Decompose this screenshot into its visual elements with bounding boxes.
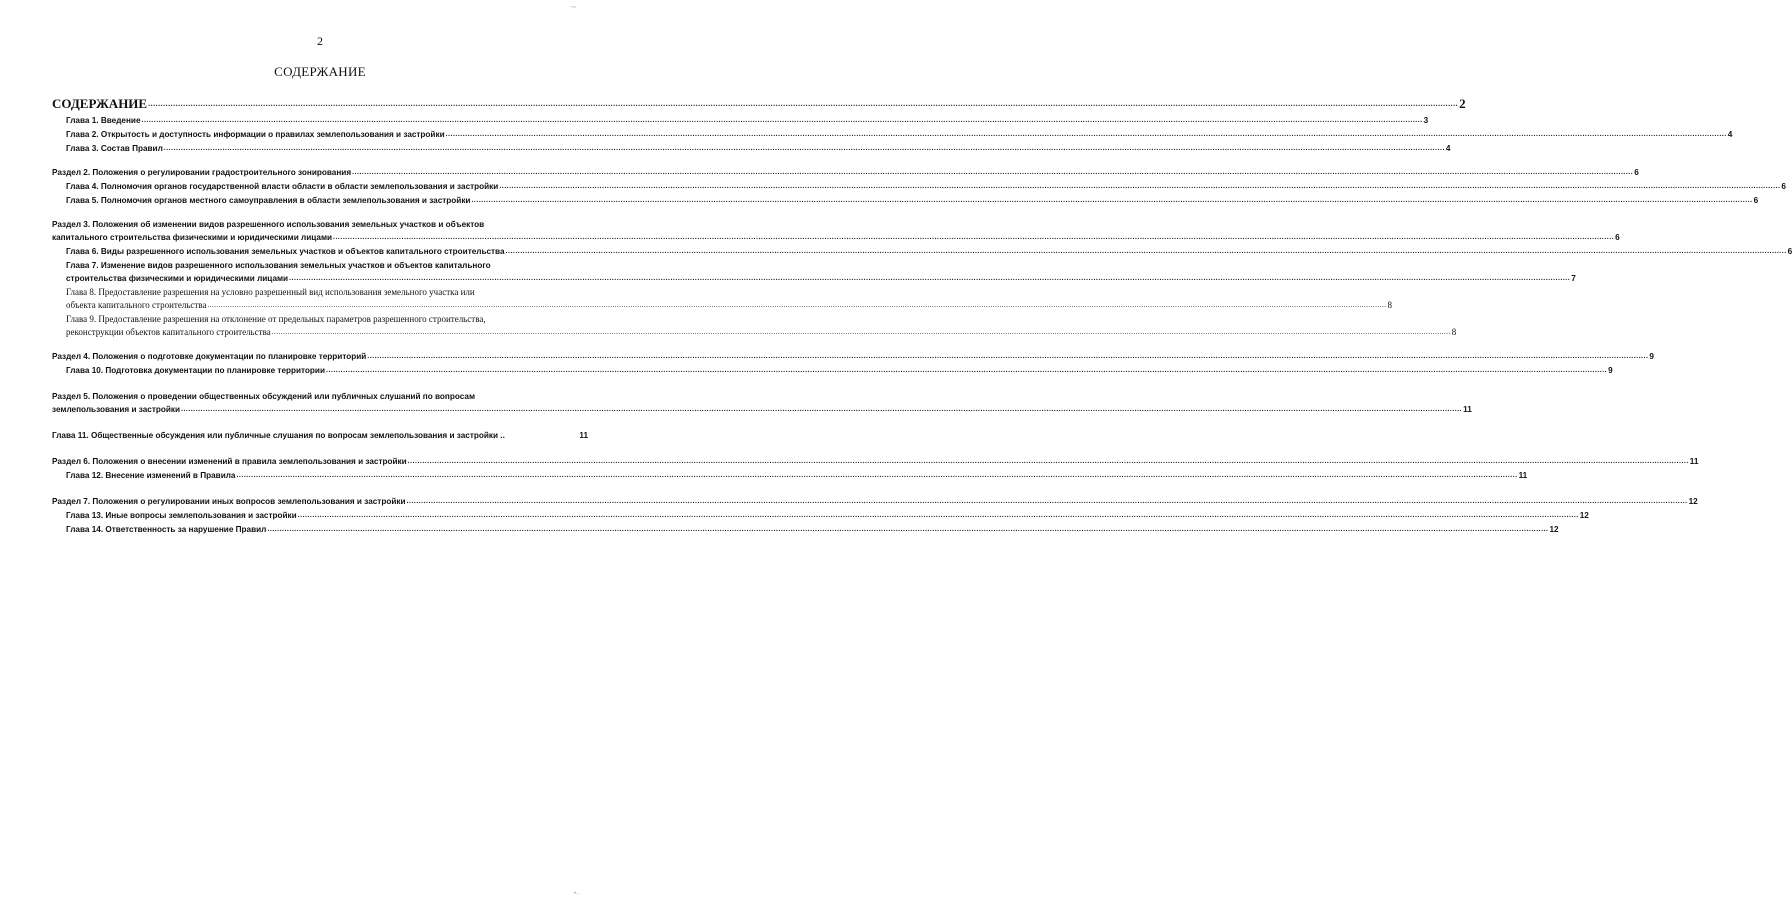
toc-entry-chapter-4[interactable]	[52, 180, 1786, 193]
toc-entry-title-line2: объекта капитального строительства	[66, 300, 207, 310]
dot-leader: ............................................................................................................................................................................................................................................................................................................................................................................................................................................................................................................................................	[181, 406, 1463, 413]
dot-leader: ............................................................................................................................................................................................................................................................................................................................................................................................................................................................................................................................................	[236, 472, 1518, 479]
toc-entry-title: Раздел 2. Положения о регулировании градостроительного зонирования	[52, 168, 352, 177]
toc-entry-title: Раздел 4. Положения о подготовке документации по планировке территорий	[52, 352, 367, 361]
toc-page-number: 7	[1571, 274, 1576, 283]
toc-entry-title: Глава 2. Открытость и доступность информации о правилах землепользования и застройки	[66, 130, 445, 139]
toc-entry-chapter-14[interactable]	[52, 523, 1559, 536]
dot-leader: ............................................................................................................................................................................................................................................................................................................................................................................................................................................................................................................................................	[333, 234, 1615, 241]
dot-leader: ............................................................................................................................................................................................................................................................................................................................................................................................................................................................................................................................................	[207, 301, 1387, 309]
toc-entry-title: Глава 6. Виды разрешенного использования земельных участков и объектов капитального строительства	[66, 247, 505, 256]
dot-leader: ............................................................................................................................................................................................................................................................................................................................................................................................................................................................................................................................................	[505, 248, 1787, 255]
toc-page-number: 3	[1423, 116, 1429, 125]
toc-entry-section-4[interactable]	[52, 350, 1654, 363]
toc-entry-chapter-11[interactable]	[52, 429, 588, 442]
dot-leader: ............................................................................................................................................................................................................................................................................................................................................................................................................................................................................................................................................	[289, 275, 1571, 282]
toc-entry-title: Глава 4. Полномочия органов государственной власти области в области землепользования и застройки	[66, 182, 499, 191]
toc-page-number: 9	[1649, 352, 1654, 361]
toc-page-number: 2	[1459, 96, 1466, 111]
toc-page-number: 8	[1387, 300, 1392, 310]
toc-entry-title-line2: капитального строительства физическими и юридическими лицами	[52, 233, 333, 242]
toc-entry-title-line1: Глава 9. Предоставление разрешения на отклонение от предельных параметров разрешенного строительства,	[66, 314, 486, 324]
dot-leader: ............................................................................................................................................................................................................................................................................................................................................................................................................................................................................................................................................	[352, 169, 1634, 176]
toc-entry-contents[interactable]	[52, 96, 1466, 112]
toc-entry-title-line1: Глава 8. Предоставление разрешения на условно разрешенный вид использования земельного участка или	[66, 287, 475, 297]
table-of-contents	[52, 96, 1792, 537]
dot-leader: ............................................................................................................................................................................................................................................................................................................................................................................................................................................................................................................................................	[297, 512, 1579, 519]
toc-page-number: 8	[1451, 327, 1457, 337]
toc-entry-section-7[interactable]	[52, 495, 1698, 508]
toc-page-number: 6	[1615, 233, 1620, 242]
dot-leader: ............................................................................................................................................................................................................................................................................................................................................................................................................................................................................................................................................	[141, 117, 1423, 124]
toc-entry-title: Глава 3. Состав Правил	[66, 144, 163, 153]
page-title: СОДЕРЖАНИЕ	[274, 64, 366, 79]
toc-entry-title-line2: строительства физическими и юридическими лицами	[66, 274, 289, 283]
toc-page-number: 12	[1579, 511, 1589, 520]
toc-page-number: 11	[1518, 471, 1528, 480]
toc-entry-chapter-13[interactable]	[52, 509, 1589, 522]
toc-entry-chapter-1[interactable]	[52, 114, 1429, 127]
dot-leader: ............................................................................................................................................................................................................................................................................................................................................................................................................................................................................................................................................	[471, 197, 1753, 204]
toc-entry-title: Глава 13. Иные вопросы землепользования и застройки	[66, 511, 297, 520]
toc-entry-section-2[interactable]	[52, 166, 1639, 179]
toc-entry-title: Раздел 6. Положения о внесении изменений в правила землепользования и застройки	[52, 457, 407, 466]
toc-entry-title-line1: Глава 7. Изменение видов разрешенного использования земельных участков и объектов капитального	[66, 261, 491, 270]
dot-leader: ............................................................................................................................................................................................................................................................................................................................................................................................................................................................................................................................................	[407, 458, 1689, 465]
corner-mark: .,,	[570, 2, 576, 9]
dot-leader: ............................................................................................................................................................................................................................................................................................................................................................................................................................................................................................................................................	[267, 526, 1549, 533]
toc-page-number: 12	[1688, 497, 1698, 506]
toc-entry-title: Раздел 7. Положения о регулировании иных вопросов землепользования и застройки	[52, 497, 406, 506]
toc-entry-title: Глава 14. Ответственность за нарушение Правил	[66, 525, 267, 534]
toc-entry-chapter-6[interactable]	[52, 245, 1792, 258]
dot-leader: ............................................................................................................................................................................................................................................................................................................................................................................................................................................................................................................................................	[367, 353, 1649, 360]
dot-leader: ............................................................................................................................................................................................................................................................................................................................................................................................................................................................................................................................................	[406, 498, 1688, 505]
toc-page-number: 6	[1781, 182, 1786, 191]
scan-mark: •··	[573, 891, 580, 897]
toc-page-number: 11	[1463, 405, 1472, 414]
dot-leader: ............................................................................................................................................................................................................................................................................................................................................................................................................................................................................................................................................	[148, 99, 1459, 108]
toc-page-number: 6	[1634, 168, 1639, 177]
page-number: 2	[317, 34, 323, 48]
toc-entry-section-3[interactable]	[52, 218, 1620, 244]
dot-leader: ............................................................................................................................................................................................................................................................................................................................................................................................................................................................................................................................................	[163, 145, 1445, 152]
toc-page-number: 11	[1689, 457, 1699, 466]
toc-entry-chapter-7[interactable]	[52, 259, 1576, 285]
toc-entry-title-line1: Раздел 3. Положения об изменении видов разрешенного использования земельных участков и объектов	[52, 220, 485, 229]
dot-leader: ............................................................................................................................................................................................................................................................................................................................................................................................................................................................................................................................................	[499, 183, 1781, 190]
toc-entry-title-line2: реконструкции объектов капитального строительства	[66, 327, 271, 337]
dot-leader: ............................................................................................................................................................................................................................................................................................................................................................................................................................................................................................................................................	[326, 367, 1608, 374]
toc-page-number: 4	[1445, 144, 1451, 153]
toc-entry-title: СОДЕРЖАНИЕ	[52, 96, 148, 111]
toc-entry-chapter-5[interactable]	[52, 194, 1759, 207]
toc-entry-chapter-2[interactable]	[52, 128, 1733, 141]
dot-leader: ............................................................................................................................................................................................................................................................................................................................................................................................................................................................................................................................................	[445, 131, 1727, 138]
toc-page-number: 6	[1753, 196, 1759, 205]
toc-page-number: 12	[1549, 525, 1559, 534]
toc-entry-title: Глава 10. Подготовка документации по планировке территории	[66, 366, 325, 375]
toc-entry-chapter-10[interactable]	[52, 364, 1613, 377]
toc-entry-chapter-12[interactable]	[52, 469, 1528, 482]
dot-leader: ............................................................................................................................................................................................................................................................................................................................................................................................................................................................................................................................................	[271, 328, 1451, 336]
toc-entry-title: Глава 11. Общественные обсуждения или публичные слушания по вопросам землепользования и застройки ..	[52, 431, 505, 440]
toc-entry-section-6[interactable]	[52, 455, 1699, 468]
toc-page-number: 11	[579, 431, 588, 440]
toc-entry-title: Глава 12. Внесение изменений в Правила	[66, 471, 236, 480]
toc-entry-title-line2: землепользования и застройки	[52, 405, 181, 414]
toc-entry-chapter-8[interactable]	[52, 286, 1392, 312]
toc-entry-chapter-9[interactable]	[52, 313, 1457, 339]
toc-entry-section-5[interactable]	[52, 390, 1472, 416]
toc-page-number: 4	[1727, 130, 1733, 139]
toc-entry-title-line1: Раздел 5. Положения о проведении общественных обсуждений или публичных слушаний по вопросам	[52, 392, 476, 401]
toc-entry-title: Глава 1. Введение	[66, 116, 141, 125]
toc-entry-chapter-3[interactable]	[52, 142, 1451, 155]
toc-entry-title: Глава 5. Полномочия органов местного самоуправления в области землепользования и застройки	[66, 196, 471, 205]
toc-page-number: 6	[1787, 247, 1792, 256]
toc-page-number: 9	[1608, 366, 1613, 375]
